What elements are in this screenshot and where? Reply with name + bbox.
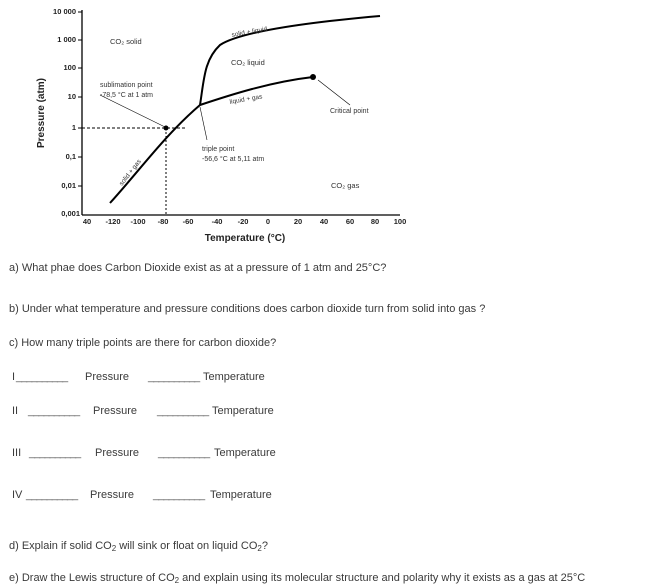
blank-line: __________ xyxy=(29,447,81,459)
question-b: b) Under what temperature and pressure conditions does carbon dioxide turn from solid into gas ? xyxy=(9,303,486,315)
sublimation-leader-line xyxy=(100,95,165,127)
label-solid-gas: solid + gas xyxy=(118,158,143,188)
y-tick-label: 0,001 xyxy=(61,209,80,218)
sublimation-point-label: sublimation point xyxy=(100,82,153,89)
label-co2-solid: CO₂ solid xyxy=(110,37,142,46)
y-tick-label: 1 000 xyxy=(57,35,76,44)
blank-line: __________ xyxy=(16,371,68,383)
critical-point-marker xyxy=(310,74,316,80)
temperature-label: Temperature xyxy=(212,405,274,417)
y-tick-label: 1 xyxy=(71,123,76,132)
co2-phase-diagram xyxy=(0,0,440,250)
row-numeral: I xyxy=(12,371,16,383)
critical-point-label: Critical point xyxy=(330,108,369,115)
temperature-label: Temperature xyxy=(214,447,276,459)
x-tick-label: -20 xyxy=(237,217,249,226)
pressure-label: Pressure xyxy=(85,371,130,383)
x-tick-label: 40 xyxy=(319,217,329,226)
label-solid-liquid: solid + liquid xyxy=(231,25,268,39)
row-numeral: III xyxy=(12,447,22,459)
question-d: d) Explain if solid $CO_2$ will sink or float on liquid $CO_2$? xyxy=(9,540,268,553)
y-tick-label: 0,01 xyxy=(61,181,76,190)
label-liquid-gas: liquid + gas xyxy=(229,93,263,106)
x-tick-label: 40 xyxy=(82,217,92,226)
y-tick-label: 0,1 xyxy=(65,152,76,161)
triple-point-label: triple point xyxy=(202,146,235,153)
x-tick-label: -120 xyxy=(105,217,121,226)
blank-line: __________ xyxy=(153,489,205,501)
question-e: e) Draw the Lewis structure of $CO_2$ and explain using its molecular structure and polarity why it exists as a gas at 25°C xyxy=(9,572,586,585)
pressure-label: Pressure xyxy=(90,489,135,501)
question-c: c) How many triple points are there for carbon dioxide? xyxy=(9,337,277,349)
x-tick-label: 60 xyxy=(345,217,355,226)
sublimation-curve xyxy=(110,105,200,203)
y-axis-title: Pressure (atm) xyxy=(36,77,47,149)
triple-point-leader-line xyxy=(200,107,207,140)
sublimation-point-value: -78,5 °C at 1 atm xyxy=(100,92,153,99)
blank-line: __________ xyxy=(157,405,209,417)
critical-point-leader-line xyxy=(318,80,350,105)
triple-point-value: -56,6 °C at 5,11 atm xyxy=(202,156,265,163)
x-tick-label: 100 xyxy=(393,217,407,226)
pressure-label: Pressure xyxy=(93,405,138,417)
x-tick-label: -60 xyxy=(182,217,194,226)
x-tick-label: -80 xyxy=(157,217,169,226)
question-a: a) What phae does Carbon Dioxide exist as at a pressure of 1 atm and 25°C? xyxy=(9,262,387,274)
y-tick-label: 100 xyxy=(63,63,76,72)
x-tick-label: 0 xyxy=(265,217,271,226)
row-numeral: II xyxy=(12,405,19,417)
row-numeral: IV xyxy=(12,489,23,501)
label-co2-gas: CO₂ gas xyxy=(331,181,360,190)
y-tick-label: 10 000 xyxy=(53,7,76,16)
blank-line: __________ xyxy=(26,489,78,501)
x-tick-label: -100 xyxy=(130,217,146,226)
x-tick-label: 80 xyxy=(370,217,380,226)
y-tick-label: 10 xyxy=(67,92,76,101)
temperature-label: Temperature xyxy=(203,371,265,383)
label-co2-liquid: CO₂ liquid xyxy=(231,58,265,67)
pressure-label: Pressure xyxy=(95,447,140,459)
blank-line: __________ xyxy=(158,447,210,459)
blank-line: __________ xyxy=(28,405,80,417)
x-axis-title: Temperature (°C) xyxy=(204,233,286,244)
x-tick-label: -40 xyxy=(211,217,223,226)
temperature-label: Temperature xyxy=(210,489,272,501)
x-tick-label: 20 xyxy=(293,217,303,226)
melting-curve xyxy=(200,16,380,105)
blank-line: __________ xyxy=(148,371,200,383)
